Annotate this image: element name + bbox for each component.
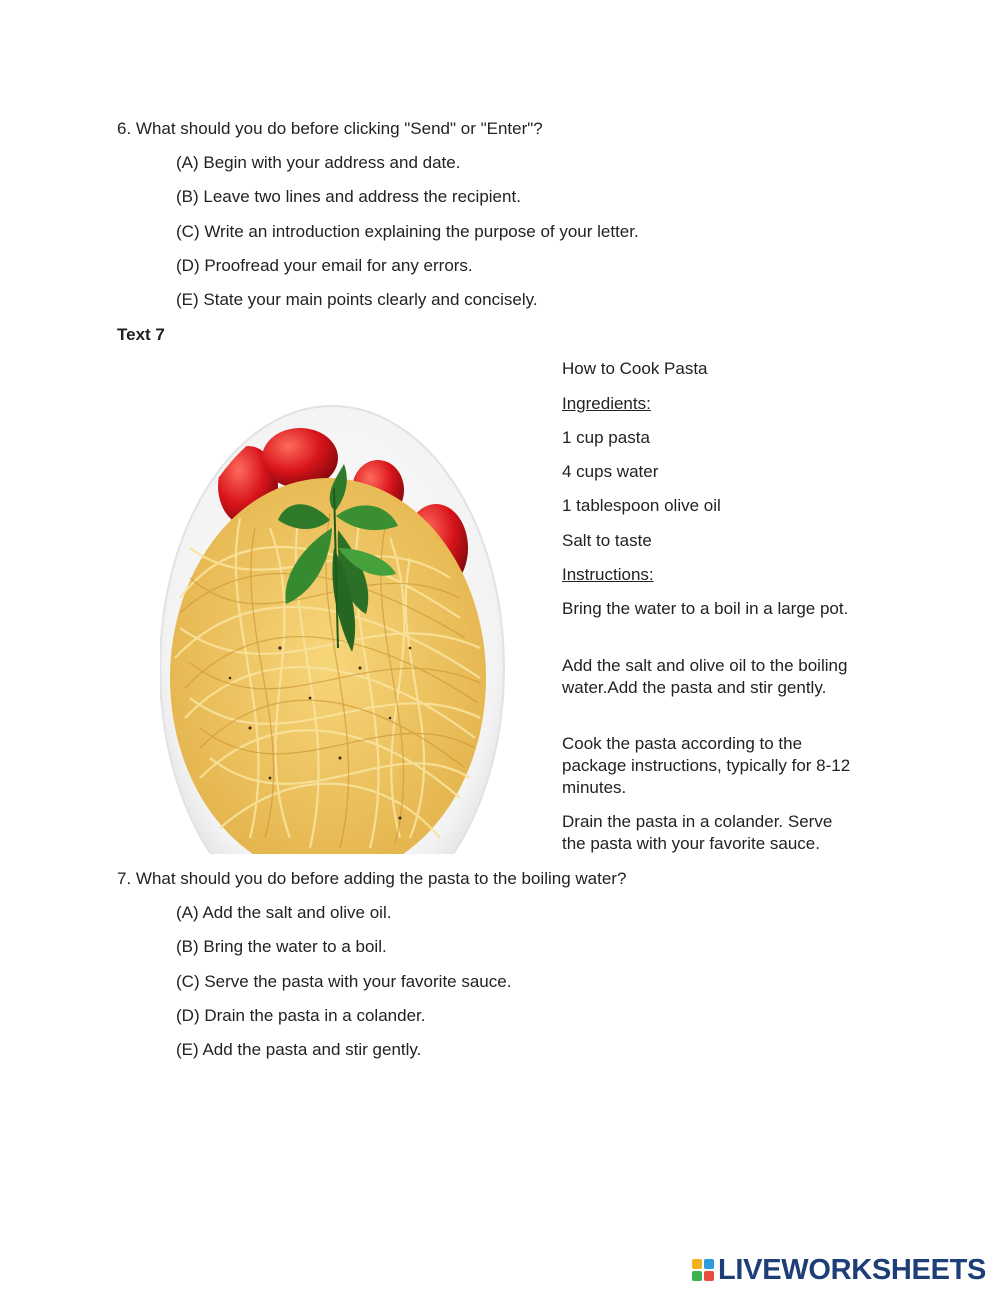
- instruction-step: Cook the pasta according to the package instructions, typically for 8-12 minutes.: [562, 734, 851, 797]
- ingredient-item: 1 tablespoon olive oil: [562, 496, 721, 515]
- q7-option-d[interactable]: (D) Drain the pasta in a colander.: [176, 1006, 426, 1025]
- recipe-title: How to Cook Pasta: [562, 359, 708, 378]
- pasta-image: [160, 398, 548, 854]
- q6-option-b[interactable]: (B) Leave two lines and address the recipient.: [176, 187, 521, 206]
- instruction-step: Drain the pasta in a colander. Serve the pasta with your favorite sauce.: [562, 812, 833, 853]
- q6-option-e[interactable]: (E) State your main points clearly and concisely.: [176, 290, 538, 309]
- logo-text: LIVEWORKSHEETS: [718, 1253, 987, 1286]
- logo-blocks-icon: [692, 1259, 714, 1281]
- instructions-label: Instructions:: [562, 565, 654, 584]
- ingredient-item: Salt to taste: [562, 531, 652, 550]
- q7-option-a[interactable]: (A) Add the salt and olive oil.: [176, 903, 392, 922]
- liveworksheets-logo[interactable]: [692, 1254, 986, 1286]
- q7-option-c[interactable]: (C) Serve the pasta with your favorite sauce.: [176, 972, 512, 991]
- q6-option-c[interactable]: (C) Write an introduction explaining the purpose of your letter.: [176, 222, 639, 241]
- question-7: 7. What should you do before adding the pasta to the boiling water?: [117, 869, 627, 888]
- ingredients-label: Ingredients:: [562, 394, 651, 413]
- instruction-step: Bring the water to a boil in a large pot.: [562, 599, 849, 618]
- ingredient-item: 4 cups water: [562, 462, 659, 481]
- q7-option-b[interactable]: (B) Bring the water to a boil.: [176, 937, 387, 956]
- q6-option-a[interactable]: (A) Begin with your address and date.: [176, 153, 461, 172]
- text-7-heading: Text 7: [117, 325, 165, 344]
- q6-option-d[interactable]: (D) Proofread your email for any errors.: [176, 256, 473, 275]
- question-6: 6. What should you do before clicking "Send" or "Enter"?: [117, 119, 543, 138]
- instruction-step: Add the salt and olive oil to the boiling water.Add the pasta and stir gently.: [562, 656, 848, 697]
- ingredient-item: 1 cup pasta: [562, 428, 650, 447]
- q7-option-e[interactable]: (E) Add the pasta and stir gently.: [176, 1040, 422, 1059]
